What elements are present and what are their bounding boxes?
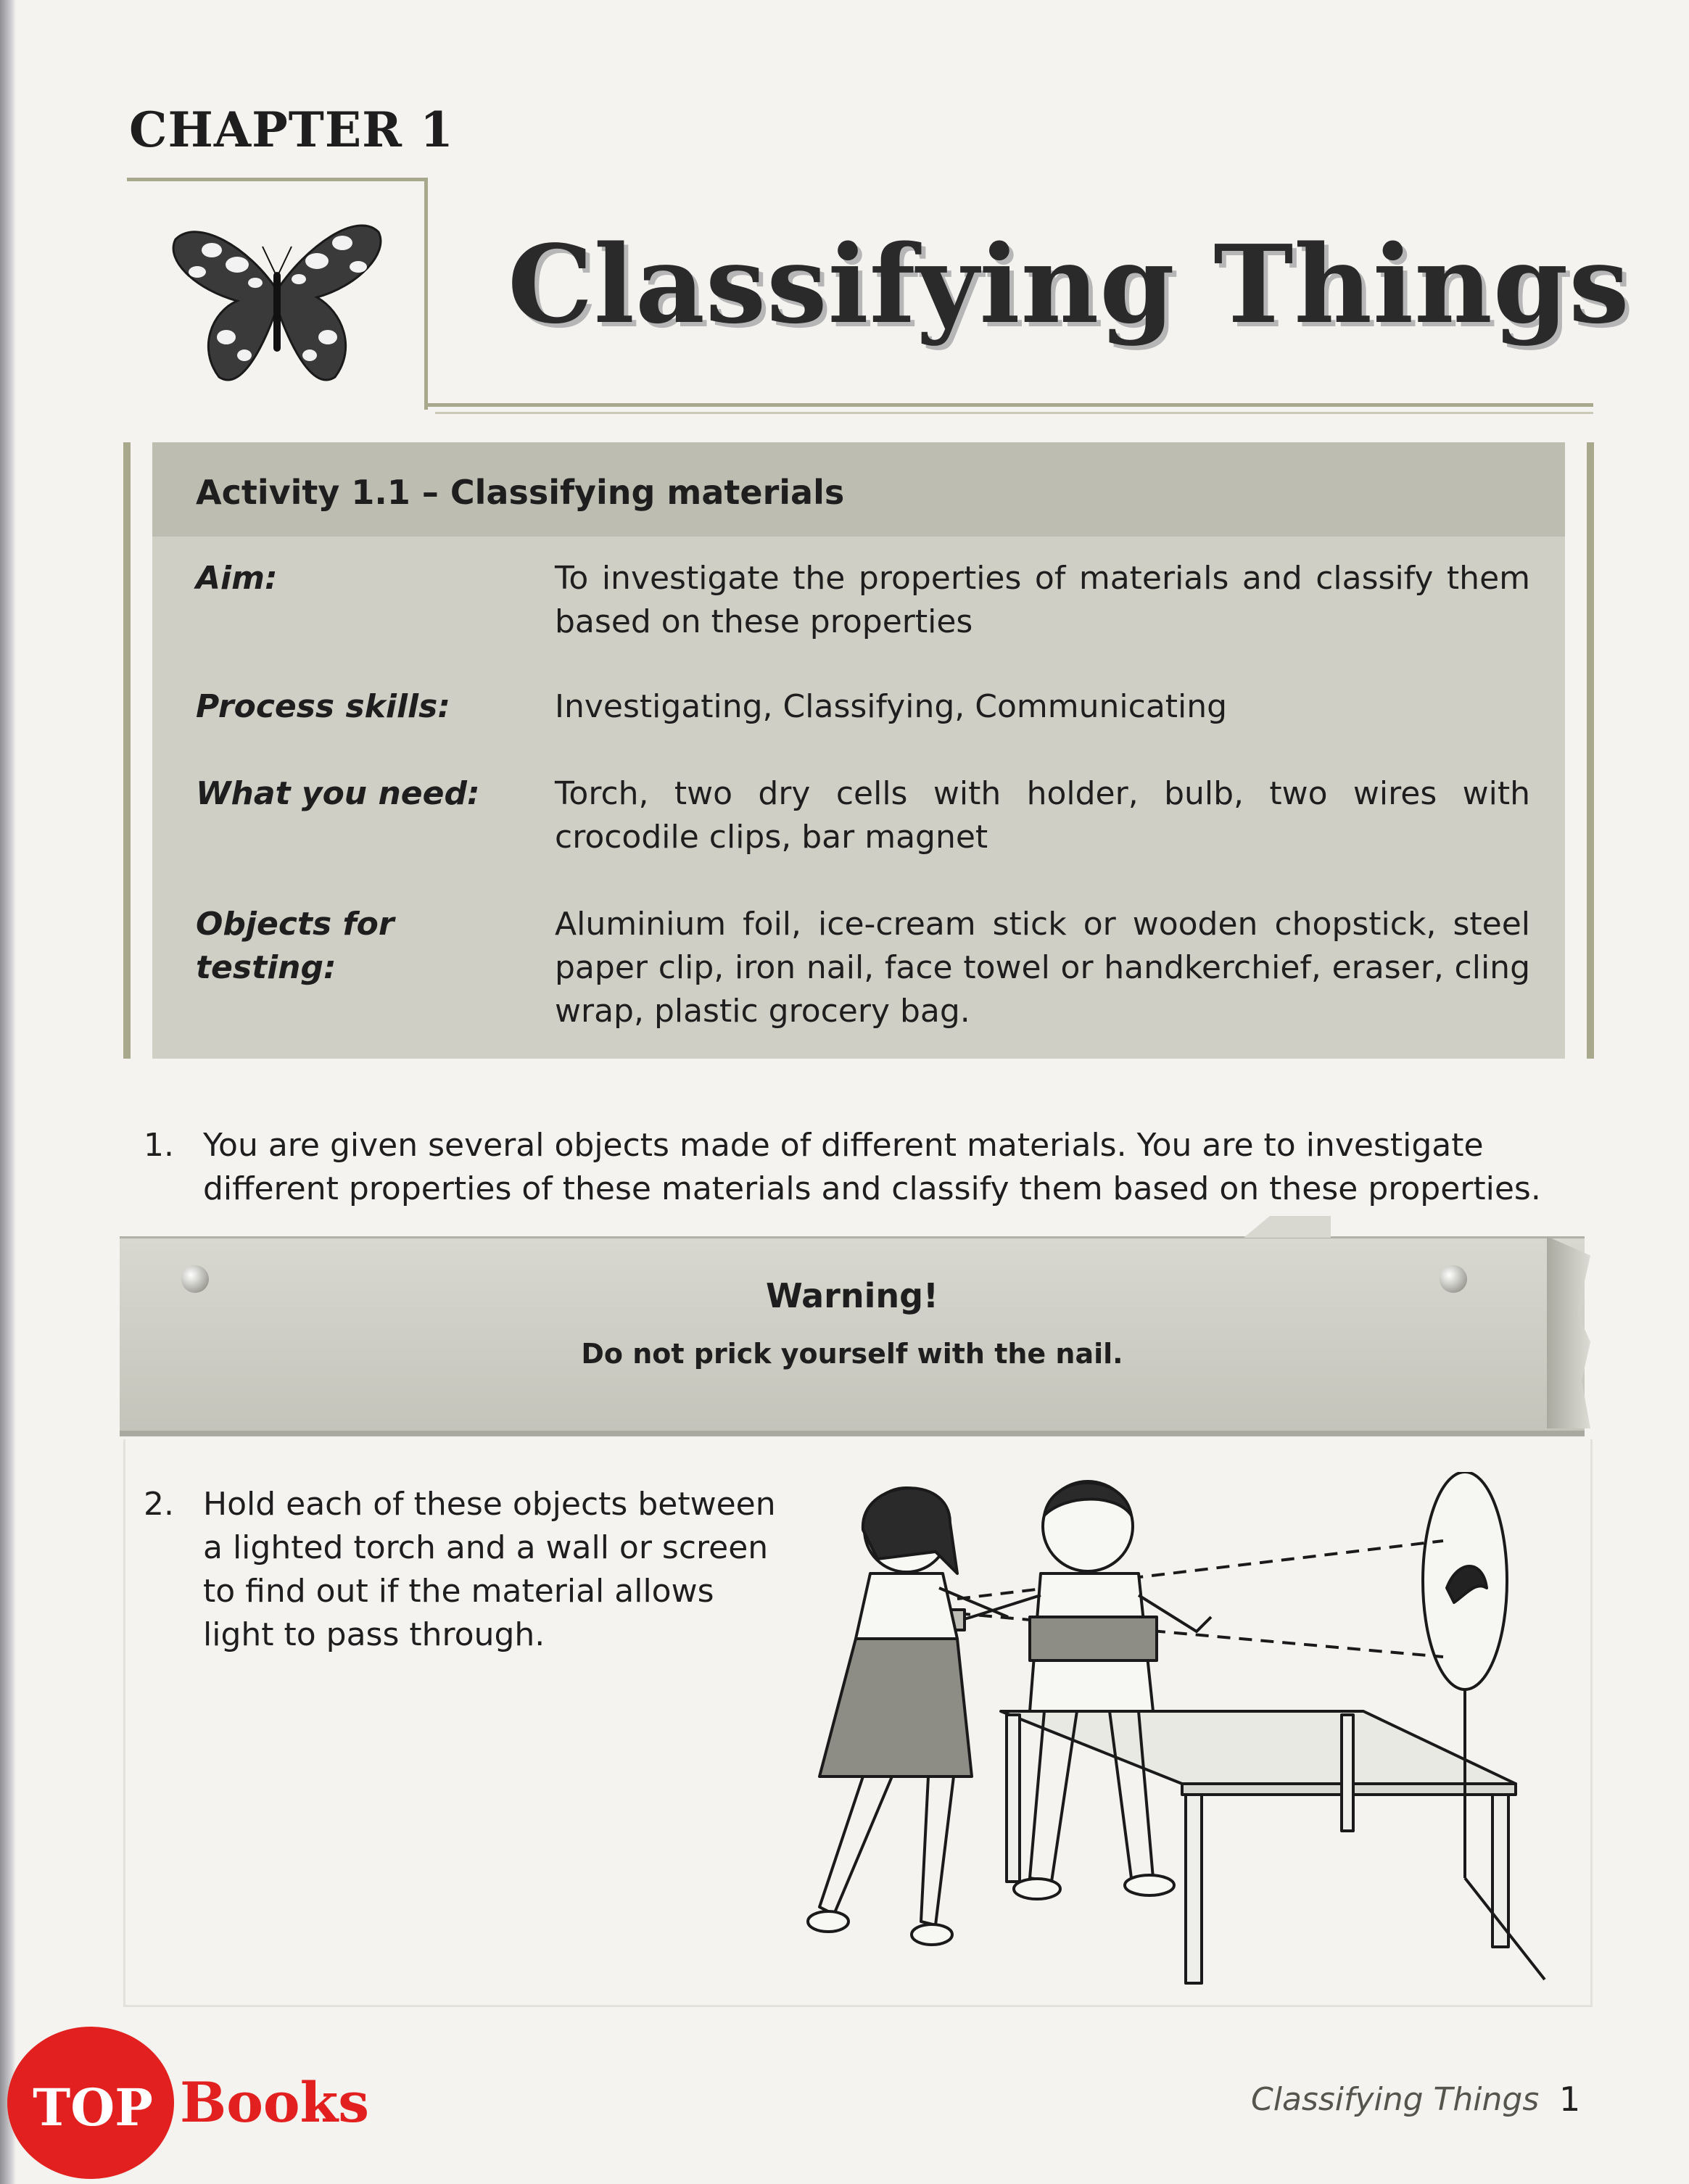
page-binding-shadow xyxy=(0,0,16,2184)
activity-box xyxy=(123,442,1594,1059)
activity-title: Activity 1.1 – Classifying materials xyxy=(196,473,845,512)
warning-title: Warning! xyxy=(766,1276,938,1315)
warning-text: Do not prick yourself with the nail. xyxy=(581,1338,1123,1370)
footer-chapter-title: Classifying Things xyxy=(1251,2081,1540,2118)
row-value: To investigate the properties of materials and classify them based on these properties xyxy=(555,560,1530,640)
row-label: Objects for testing: xyxy=(196,906,395,986)
activity-border-left xyxy=(123,442,131,1059)
page-number: 1 xyxy=(1559,2080,1581,2119)
row-label: What you need: xyxy=(196,775,480,812)
warning-curl xyxy=(1547,1236,1590,1428)
step-text: Hold each of these objects between a lighted torch and a wall or screen to find out if the material allows light to pass through. xyxy=(203,1486,776,1653)
warning-background xyxy=(120,1236,1585,1436)
children-torch-illustration xyxy=(790,1472,1559,2001)
topbooks-logo xyxy=(0,2027,406,2179)
row-label: Process skills: xyxy=(196,688,450,725)
header-rule-bottom xyxy=(424,403,1593,407)
logo-books-text: Books xyxy=(180,2070,370,2135)
row-value: Torch, two dry cells with holder, bulb, two wires with crocodile clips, bar magnet xyxy=(555,775,1530,856)
step-number: 1. xyxy=(144,1127,174,1164)
warning-banner xyxy=(120,1236,1585,1428)
activity-border-right xyxy=(1587,442,1594,1059)
row-value: Aluminium foil, ice-cream stick or wooden chopstick, steel paper clip, iron nail, face towel or handkerchief, eraser, cling wrap, plastic grocery bag. xyxy=(555,906,1530,1030)
header-rule-top xyxy=(127,178,428,181)
step-text: You are given several objects made of different materials. You are to investigate different properties of these materials and classify them based on these properties. xyxy=(203,1127,1541,1207)
step-number: 2. xyxy=(144,1486,174,1523)
row-value: Investigating, Classifying, Communicating xyxy=(555,688,1228,725)
logo-top-text: TOP xyxy=(33,2077,153,2138)
chapter-label: CHAPTER 1 xyxy=(129,102,454,158)
row-label: Aim: xyxy=(196,560,278,597)
header-rule-vertical xyxy=(424,178,428,410)
page-title: Classifying Things xyxy=(508,221,1630,347)
header-rule-bottom-secondary xyxy=(435,412,1593,414)
warning-tab xyxy=(1244,1216,1331,1238)
butterfly-illustration xyxy=(168,203,386,399)
